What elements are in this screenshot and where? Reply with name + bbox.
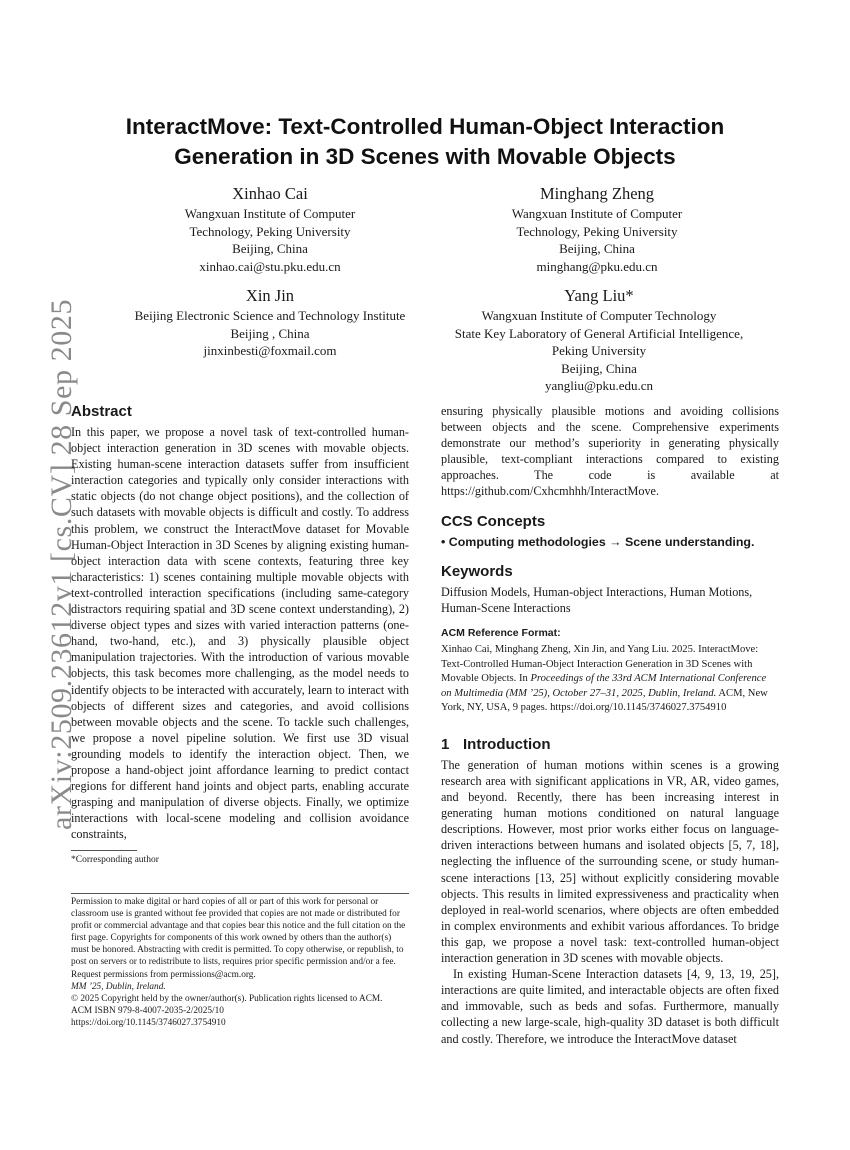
permission-text: Permission to make digital or hard copies of all or part of this work for personal or classroom use is granted without fee provided that copies are not made or distributed for profit or commercial advantage and that copies bear this notice and the full citation on the first page. Copyrights for components of this work owned by others than the author(s) must be honored. Abstracting with credit is permitted. To copy otherwise, or republish, to post on servers or to redistribute to lists, requires prior specific permission and/or a fee. Request permissions from permissions@acm.org.: [71, 897, 406, 980]
section-title: Introduction: [463, 735, 551, 753]
author-affiliation: State Key Laboratory of General Artificial Intelligence,: [454, 325, 744, 341]
intro-paragraph-1: The generation of human motions within scenes is a growing research area with significant applications in VR, AR, video games, and beyond. Recently, there has been increasing interest in generating human motions conditioned on natural language descriptions. However, most prior works either focus on language-driven interactions between humans and isolated objects [5, 7, 18], neglecting the influence of the surrounding scene, or study human-scene interactions [13, 25] without explicitly considering movable objects. This results in limited expressiveness and practicality when deployed in real-world scenarios, where objects are often embedded in complex environments and exhibit various affordances. To bridge this gap, we propose a novel task: text-controlled human-object interaction generation in 3D scenes with movable objects.: [441, 757, 779, 966]
author-affiliation: Technology, Peking University: [516, 223, 678, 239]
abstract-text: In this paper, we propose a novel task of text-controlled human-object interaction generation in 3D scenes with movable objects. Existing human-scene interaction datasets suffer from insufficient interaction categories and typically only consider interactions with static objects (do not change object positions), and the collection of such datasets with movable objects is difficult and costly. To address this problem, we construct the InteractMove dataset for Movable Human-Object Interaction in 3D Scenes by aligning existing human-object interaction data with scene contexts, featuring three key characteristics: 1) scenes containing multiple movable objects with text-controlled interaction specifications (including same-category distractors requiring spatial and 3D scene context understanding), 2) diverse object types and sizes with varied interaction patterns (one-hand, two-hand, etc.), and 3) physically plausible object manipulation trajectories. With the introduction of various movable objects, this task becomes more challenging, as the model needs to identify objects to be interacted with accurately, learn to interact with objects of different sizes and categories, and avoid collisions between movable objects and the scene. To tackle such challenges, we propose a novel pipeline solution. We first use 3D visual grounding models to identify the interaction object. Then, we propose a hand-object joint affordance learning to predict contact regions for different hand joints and object parts, enabling accurate grasping and manipulation of diverse objects. Finally, we optimize interactions with local-scene modeling and collision avoidance constraints,: [71, 425, 409, 842]
corresponding-author-footnote: *Corresponding author: [71, 855, 159, 865]
author-affiliation: Wangxuan Institute of Computer: [511, 206, 683, 221]
author-location: Beijing, China: [559, 241, 635, 256]
author-block-2: [447, 183, 747, 275]
author-affiliation: Peking University: [551, 343, 647, 358]
title-line-1: InteractMove: Text-Controlled Human-Object Interaction: [125, 114, 725, 139]
author-email: jinxinbesti@foxmail.com: [203, 343, 337, 358]
isbn-line: ACM ISBN 979-8-4007-2035-2/2025/10: [71, 1005, 224, 1016]
arxiv-identifier-text: arXiv:2509.23612v1 [cs.CV] 28 Sep 2025: [45, 298, 78, 830]
right-column: [441, 402, 779, 1047]
author-email: minghang@pku.edu.cn: [536, 258, 658, 274]
author-email: yangliu@pku.edu.cn: [544, 378, 653, 393]
title-line-2: Generation in 3D Scenes with Movable Objects: [174, 144, 676, 169]
author-location: Beijing, China: [561, 360, 637, 376]
left-column: [71, 402, 409, 842]
author-block-1: [120, 183, 420, 275]
acm-reference-text: [441, 643, 779, 716]
ccs-concept: • Computing methodologies → Scene understanding.: [441, 534, 755, 549]
reference-authors: Xinhao Cai, Minghang Zheng, Xin Jin, and Yang Liu. 2025. InteractMove: Text-Controlled Human-Object Interaction Generation in 3D Scenes with Movable Objects. In: [441, 643, 759, 685]
arxiv-identifier: [15, 298, 78, 830]
author-location: Beijing , China: [230, 325, 310, 341]
acm-reference-label: ACM Reference Format:: [441, 626, 561, 639]
copyright-line: © 2025 Copyright held by the owner/author(s). Publication rights licensed to ACM.: [71, 993, 383, 1004]
intro-heading: [441, 735, 779, 755]
author-block-4: [417, 285, 781, 395]
author-block-3: [80, 285, 460, 360]
venue-line: MM ’25, Dublin, Ireland.: [71, 981, 166, 992]
author-affiliation: Technology, Peking University: [189, 223, 351, 239]
author-affiliation: Beijing Electronic Science and Technology Institute: [134, 308, 406, 323]
intro-paragraph-2: In existing Human-Scene Interaction datasets [4, 9, 13, 19, 25], interactions are quite limited, and interactable objects are often fixed and immovable, such as beds and sofas. Furthermore, manually collecting a new large-scale, high-quality 3D dataset is both difficult and costly. Therefore, we introduce the InteractMove dataset: [441, 967, 779, 1046]
author-name: Xin Jin: [245, 286, 295, 305]
reference-publisher: ACM, New York, NY, USA, 9 pages. https://doi.org/10.1145/3746027.3754910: [441, 687, 768, 714]
author-name: Minghang Zheng: [539, 184, 655, 203]
reference-venue: Proceedings of the 33rd ACM International Conference on Multimedia (MM ’25), October 27–31, 2025, Dublin, Ireland.: [441, 673, 767, 699]
section-number: 1: [441, 735, 450, 753]
doi-line: https://doi.org/10.1145/3746027.3754910: [71, 1017, 226, 1028]
author-name: Yang Liu*: [564, 286, 634, 305]
permission-divider: [71, 893, 409, 894]
author-email: xinhao.cai@stu.pku.edu.cn: [199, 258, 341, 274]
ccs-heading: CCS Concepts: [441, 512, 546, 530]
keywords-text: Diffusion Models, Human-object Interactions, Human Motions, Human-Scene Interactions: [441, 584, 753, 615]
author-location: Beijing, China: [232, 241, 308, 256]
footnote-divider: [71, 850, 137, 851]
permission-notice: [71, 896, 409, 1029]
abstract-continued: ensuring physically plausible motions and avoiding collisions between objects and the scene. Comprehensive experiments demonstrate our method’s superiority in generating physically plausible, text-compliant interactions compared to existing approaches. The code is available at https://github.com/Cxhcmhhh/InteractMove.: [441, 404, 779, 499]
author-affiliation: Wangxuan Institute of Computer: [184, 206, 356, 221]
author-affiliation: Wangxuan Institute of Computer Technology: [481, 308, 717, 323]
author-name: Xinhao Cai: [232, 184, 308, 203]
abstract-heading: Abstract: [71, 403, 132, 420]
paper-title: [80, 112, 770, 172]
keywords-heading: Keywords: [441, 562, 513, 580]
